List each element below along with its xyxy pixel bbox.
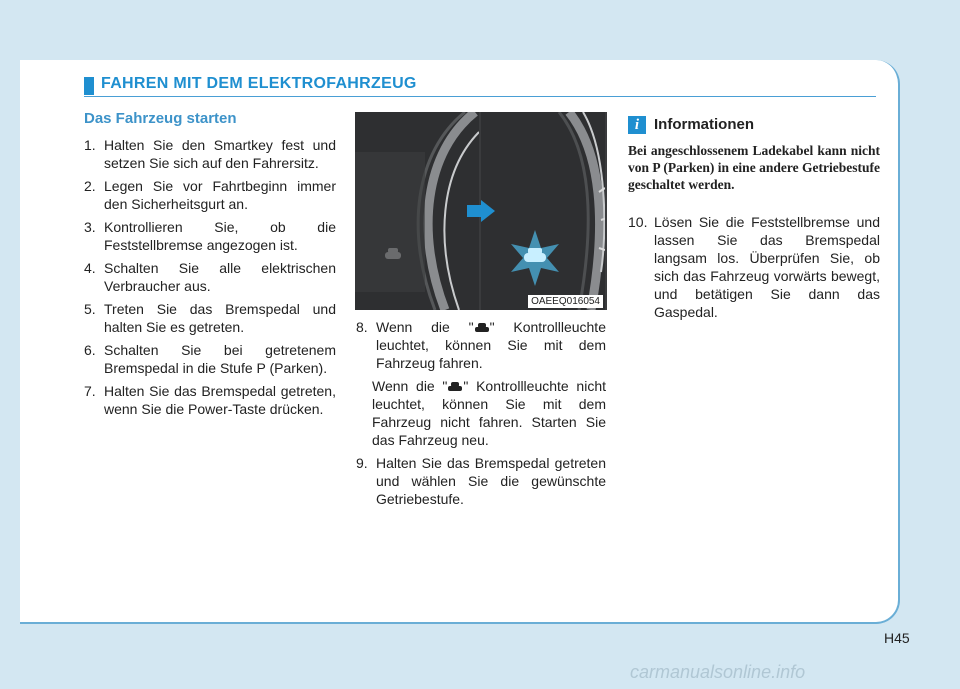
list-item: 4. Schalten Sie alle elektrischen Verbraucher aus. (84, 260, 336, 294)
header-rule (84, 96, 876, 97)
info-icon: i (628, 116, 646, 134)
steps-column-2 (356, 318, 606, 513)
page-title: FAHREN MIT DEM ELEKTROFAHRZEUG (101, 75, 417, 92)
instrument-cluster-figure (355, 112, 607, 310)
info-title: Informationen (654, 116, 754, 133)
list-item: 9. Halten Sie das Bremspedal getreten und wählen Sie die gewünschte Getriebestufe. (356, 455, 606, 507)
header-accent-bar (84, 77, 94, 95)
list-item: 2. Legen Sie vor Fahrtbeginn immer den Sicherheitsgurt an. (84, 178, 336, 212)
cluster-before-image (355, 112, 479, 310)
list-item: 8. Wenn die " " Kontrollleuchte leuchtet, können Sie mit dem Fahrzeug fahren. (356, 319, 606, 371)
info-column (628, 142, 880, 326)
section-heading: Das Fahrzeug starten (84, 110, 237, 127)
list-item: 6. Schalten Sie bei getretenem Bremspedal in die Stufe P (Parken). (84, 342, 336, 376)
list-item: 5. Treten Sie das Bremspedal und halten Sie es getreten. (84, 301, 336, 335)
info-note: Bei angeschlossenem Ladekabel kann nicht von P (Parken) in eine andere Getriebestufe geschaltet werden. (628, 143, 880, 192)
arrow-right-icon (467, 200, 495, 222)
list-item: 10. Lösen Sie die Feststellbremse und lassen Sie das Bremspedal langsam los. Überprüfen Sie, ob sich das Fahrzeug vorwärts bewegt, und betätigen Sie dann das Gaspedal. (628, 214, 880, 320)
paragraph: Wenn die " " Kontrollleuchte nicht leuchtet, können Sie mit dem Fahrzeug nicht fahren. Starten Sie das Fahrzeug neu. (372, 378, 606, 448)
figure-code: OAEEQ016054 (528, 295, 603, 308)
ready-car-icon (447, 381, 463, 393)
watermark: carmanualsonline.info (630, 662, 806, 682)
steps-column-1 (84, 136, 336, 423)
cluster-after-image (481, 112, 605, 310)
list-item: 3. Kontrollieren Sie, ob die Feststellbremse angezogen ist. (84, 219, 336, 253)
list-item: 7. Halten Sie das Bremspedal getreten, wenn Sie die Power-Taste drücken. (84, 383, 336, 417)
list-item: 1. Halten Sie den Smartkey fest und setzen Sie sich auf den Fahrersitz. (84, 137, 336, 171)
ready-car-icon (474, 322, 490, 334)
page-number: H45 (884, 630, 910, 646)
